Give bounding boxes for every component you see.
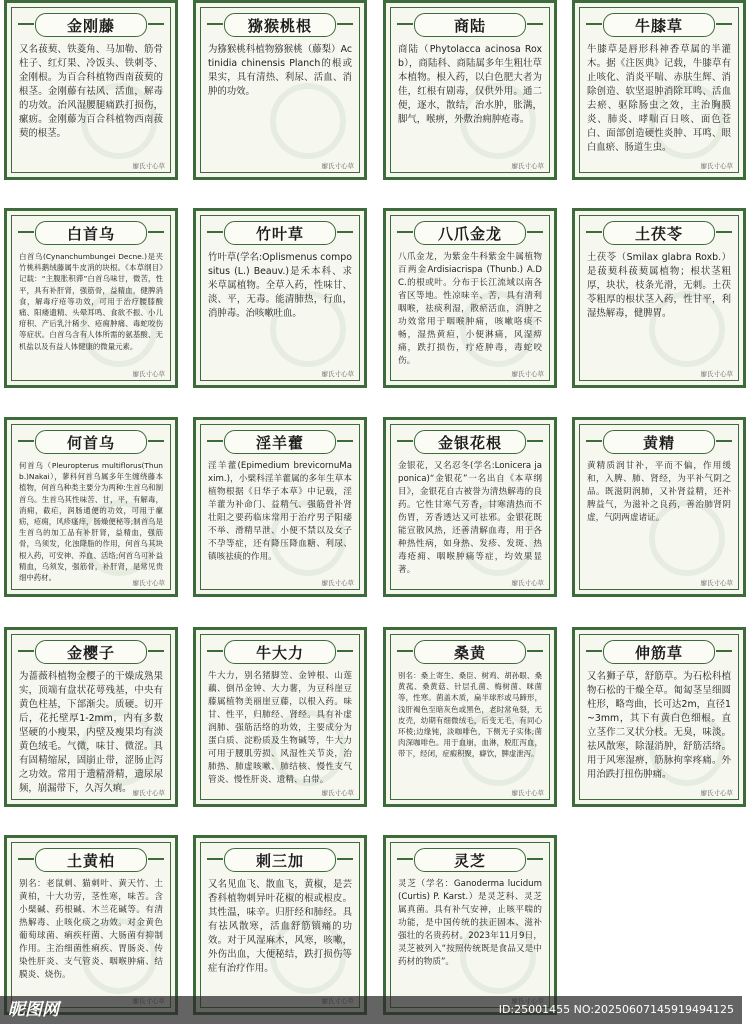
image-id-label: ID:25001455 NO:20250607145919494125 — [498, 1003, 734, 1016]
card-credit: 廖氏寸心草 — [132, 579, 165, 587]
card-title-banner — [414, 13, 526, 37]
herb-card — [4, 627, 178, 807]
card-description: 又名狮子草，舒筋草。为石松科植物石松的干燥全草。匍匐茎呈细圆柱形，略弯曲，长可达2m，直径1~3mm，其下有黄白色细根。直立茎作二叉状分枝。无臭，味淡。祛风散寒，除湿消肿，舒筋活络。用于风寒湿痹，筋脉拘挛疼痛。外用治跌打扭伤肿痛。 — [587, 671, 731, 780]
card-title: 八爪金龙 — [437, 224, 502, 243]
card-title-banner — [224, 848, 336, 872]
card-description: 灵芝（学名：Ganoderma lucidum (Curtis) P. Karst.）是灵芝科、灵芝属真菌。具有补气安神，止咳平喘的功能，是中国传统的扶正固本、滋补强壮的名贵药材。2023年11月9日，灵芝被列入“按照传统既是食品又是中药材的物质”。 — [398, 879, 542, 967]
card-description: 淫羊藿(Epimedium brevicornuMaxim.)，小檗科淫羊藿属的多年生草本植物根据《日华子本草》中记载，淫羊藿为补命门、益精气、强筋骨补肾壮阳之要药临床常用于治疗男子阳痿不举、滑精早泄、小便不禁以及女子不孕等症，还有降压降血糖、利尿、镇咳祛痰的作用。 — [208, 461, 352, 562]
card-title: 桑黄 — [453, 643, 486, 662]
card-credit: 廖氏寸心草 — [321, 579, 354, 587]
card-title: 黄精 — [642, 433, 675, 452]
herb-card — [193, 0, 367, 180]
card-description: 金银花，又名忍冬(学名:Lonicera japonica)“金银花”一名出自《本草纲目》，金银花自古被誉为清热解毒的良药。它性甘寒气芳香，甘寒清热而不伤胃，芳香透达又可祛邪。金银花既能宣散风热，还善清解血毒，用于各种热性病，如身热、发疹、发斑、热毒疮痈、咽喉肿痛等症，均效果显著。 — [398, 461, 542, 575]
card-description: 何首乌（Pleuropterus multiflorus(Thunb.)Nakai），蓼科何首乌属多年生缠绕藤本植物，何首乌种类主要分为两种:生首乌和制首乌。生首乌其性味苦、甘，平，有解毒，消痈，截疟，润肠通便的功效，可用于瘰疬，疮痈，风疹瘙痒，肠燥便秘等;制首乌是生首乌的加工品有补肝肾，益精血，强筋骨，乌须发，化浊降脂的作用，何首乌其块根入药，可安神、养血、活络;何首乌可补益精血，乌须发，强筋骨，补肝肾，是常见贵细中药材。 — [19, 461, 163, 583]
card-title-banner — [35, 848, 147, 872]
card-description: 又名菝葜、铁菱角、马加勒、筋骨柱子、红灯果、冷饭头、铁刺苓、金刚根。为百合科植物西南菝葜的根茎。金刚藤有祛风、活血，解毒的功效。治风湿腰腿痛跌打损伤，瘰疬。金刚藤为百合科植物西南菝葜的根茎。 — [19, 44, 163, 139]
card-title-banner — [35, 13, 147, 37]
card-title: 刺三加 — [255, 851, 304, 870]
card-description: 黄精质润甘补，平而不偏，作用缓和，入脾、肺、肾经，为平补气阴之品。既滋阴润肺，又补肾益精，还补脾益气，为滋补之良药，善治肺肾阴虚，气阴两虚诸证。 — [587, 461, 731, 523]
herb-card — [4, 0, 178, 180]
card-title-banner — [224, 430, 336, 454]
card-description: 为蔷薇科植物金樱子的干燥成熟果实，顶端有盘状花萼残基，中央有黄色柱基，下部渐尖。质硬。切开后，花托壁厚1-2mm，内有多数坚硬的小瘦果，内壁及瘦果均有淡黄色绒毛。气微，味甘、微涩。具有固精缩尿，固崩止带，涩肠止泻之功效。常用于遗精滑精，遗尿尿频，崩漏带下，久泻久痢。 — [19, 671, 163, 794]
card-description: 别名：桑上寄生、桑臣、树鸡、胡孙眼、桑黄菰、桑黄菇、针层孔菌、梅树菌、咪菌等，性寒。菌盖木质，扁半球形或马蹄形，浅肝褐色至暗灰色或黑色，老时常龟裂，无皮壳，幼期有细微绒毛，后变无毛，有同心环棱;边缘钝，淡咖啡色，下侧无子实体;菌肉深咖啡色。用于血崩，血淋，脱肛泻血，带下，经闭，症瘕积聚，癖饮，脾虚泄泻。 — [398, 671, 542, 759]
watermark-footer-bar — [0, 996, 742, 1024]
herb-card — [383, 627, 557, 807]
card-credit: 廖氏寸心草 — [321, 162, 354, 170]
card-title: 土黄柏 — [66, 851, 115, 870]
card-description: 别名：老鼠刺、猫刺叶、黄天竹、土黄柏，十大功劳，茎性寒，味苦。含小檗碱、药根碱、木兰花碱等。有清热解毒、止咳化痰之功效。对金黄色葡萄球菌、痢疾杆菌、大肠菌有抑制作用。主治细菌性痢疾、胃肠炎、传染性肝炎、支气管炎、咽喉肿痛、结膜炎、烧伤。 — [19, 879, 163, 980]
card-description: 白首乌(Cynanchumbungei Decne.)是夹竹桃科鹅绒藤属牛皮消的块根。《本草纲目》记载：“主腹胀积滞”白首乌味甘，微苦，性平，具有补肝肾，强筋骨，益精血，健脾消食，解毒疗疮等功效，可用于治疗腰膝酸痛、阳痿遗精、头晕耳鸣、食欲不振、小儿疳积、产后乳汁稀少、疮痈肿痛、毒蛇咬伤等症状。白首乌含有人体所需的氨基酸、无机盐以及有益人体健康的微量元素。 — [19, 252, 163, 351]
card-title: 牛膝草 — [634, 16, 683, 35]
herb-card — [383, 417, 557, 597]
card-credit: 廖氏寸心草 — [700, 579, 733, 587]
card-title: 白首乌 — [66, 224, 115, 243]
card-title: 竹叶草 — [255, 224, 304, 243]
herb-card — [572, 417, 746, 597]
herb-card — [383, 835, 557, 1015]
card-credit: 廖氏寸心草 — [511, 370, 544, 378]
card-title-banner — [35, 221, 147, 245]
card-credit: 廖氏寸心草 — [321, 789, 354, 797]
card-credit: 廖氏寸心草 — [700, 789, 733, 797]
herb-card — [193, 208, 367, 388]
herb-card — [383, 0, 557, 180]
card-title: 淫羊藿 — [255, 433, 304, 452]
card-title: 金樱子 — [66, 643, 115, 662]
herb-card — [193, 627, 367, 807]
card-title-banner — [603, 13, 715, 37]
card-title: 金刚藤 — [66, 16, 115, 35]
card-title: 商陆 — [453, 16, 486, 35]
card-description: 土茯苓（Smilax glabra Roxb.）是菝葜科菝葜属植物；根状茎粗厚，块状，枝条光滑，无刺。土茯苓粗厚的根状茎入药，性甘平，利湿热解毒，健脾胃。 — [587, 252, 731, 319]
card-title-banner — [414, 430, 526, 454]
card-credit: 廖氏寸心草 — [700, 370, 733, 378]
card-credit: 廖氏寸心草 — [511, 579, 544, 587]
card-title-banner — [414, 848, 526, 872]
card-title-banner — [414, 221, 526, 245]
card-title-banner — [224, 640, 336, 664]
site-logo: 昵图网 — [8, 1000, 59, 1020]
card-credit: 廖氏寸心草 — [511, 162, 544, 170]
card-title: 伸筋草 — [634, 643, 683, 662]
herb-card — [4, 208, 178, 388]
card-credit: 廖氏寸心草 — [132, 789, 165, 797]
herb-card — [572, 208, 746, 388]
card-title: 土茯苓 — [634, 224, 683, 243]
card-credit: 廖氏寸心草 — [132, 370, 165, 378]
card-title-banner — [603, 430, 715, 454]
card-title-banner — [224, 13, 336, 37]
card-description: 八爪金龙，为紫金牛科紫金牛属植物百两金Ardisiacrispa (Thunb.) A.DC.的根或叶。分布于长江流域以南各省区等地。性凉味辛、苦，具有清利咽喉，祛痰利湿，散瘀活血，消肿之功效常用于咽喉肿痛，咳嗽咯痰不畅，湿热黄疸，小便淋痛，风湿痹痛，跌打损伤，疔疮肿毒，毒蛇咬伤。 — [398, 252, 542, 366]
card-credit: 廖氏寸心草 — [511, 789, 544, 797]
card-title: 金银花根 — [437, 433, 502, 452]
herb-card — [4, 417, 178, 597]
herb-card — [193, 417, 367, 597]
card-title-banner — [603, 640, 715, 664]
card-description: 商陆（Phytolacca acinosa Roxb），商陆科、商陆属多年生粗壮草本植物。根入药，以白色肥大者为佳，红根有剧毒，仅供外用。通二便，逐水，散结，治水肿，胀满，脚气，喉痹，外敷治痈肿疮毒。 — [398, 44, 542, 125]
card-credit: 廖氏寸心草 — [321, 370, 354, 378]
card-credit: 廖氏寸心草 — [132, 162, 165, 170]
card-title-banner — [414, 640, 526, 664]
card-description: 牛膝草是唇形科神香草属的半灌木。据《注医典》记载，牛膝草有止咳化、消炎平喘、赤肤生辉、消除创造、软坚退肿消除耳鸣、活血去瘀、驱除肠虫之效，主治胸膜炎、肺炎、哮喘百日咳、面色苍白、面部创造硬性炎肿、耳鸣、眼白血瘀、肠道生虫。 — [587, 44, 731, 153]
herb-card — [572, 627, 746, 807]
card-title-banner — [35, 640, 147, 664]
card-title-banner — [35, 430, 147, 454]
herb-card — [193, 835, 367, 1015]
herb-card — [572, 0, 746, 180]
herb-card — [383, 208, 557, 388]
card-title-banner — [603, 221, 715, 245]
card-description: 为猕猴桃科植物猕猴桃（藤梨）Actinidia chinensis Planch的根或果实，具有清热、利尿、活血、消肿的功效。 — [208, 44, 352, 97]
card-credit: 廖氏寸心草 — [700, 162, 733, 170]
card-description: 竹叶草(学名:Oplismenus compositus (L.) Beauv.)是禾本科、求米草属植物。全草入药，性味甘、淡、平，无毒。能清肺热，行血，消肿毒。治咳嗽吐血。 — [208, 252, 352, 319]
card-title: 灵芝 — [453, 851, 486, 870]
card-description: 又名见血飞、散血飞，黄椒，是芸香科植物刺异叶花椒的根或根皮。其性温，味辛。归肝经和肺经。具有祛风散寒，活血舒筋镇痛的功效。对于风湿麻木，风寒，咳嗽，外伤出血，大便秘结，跌打损伤等症有治疗作用。 — [208, 879, 352, 974]
card-title: 牛大力 — [255, 643, 304, 662]
card-title: 猕猴桃根 — [247, 16, 312, 35]
card-title: 何首乌 — [66, 433, 115, 452]
herb-card — [4, 835, 178, 1015]
card-title-banner — [224, 221, 336, 245]
card-description: 牛大力，别名猪脚笠、金钟根、山莲藕、倒吊金钟、大力薯，为豆科崖豆藤属植物美丽崖豆藤，以根入药。味甘、性平，归肺经、肾经。具有补虚润肺、强筋活络的功效，主要成分为蛋白质、淀粉质及生物碱等，牛大力可用于腰肌劳损、风湿性关节炎，治肺热、肺虚咳嗽、肺结核、慢性支气管炎、慢性肝炎、遗精、白带。 — [208, 671, 352, 785]
